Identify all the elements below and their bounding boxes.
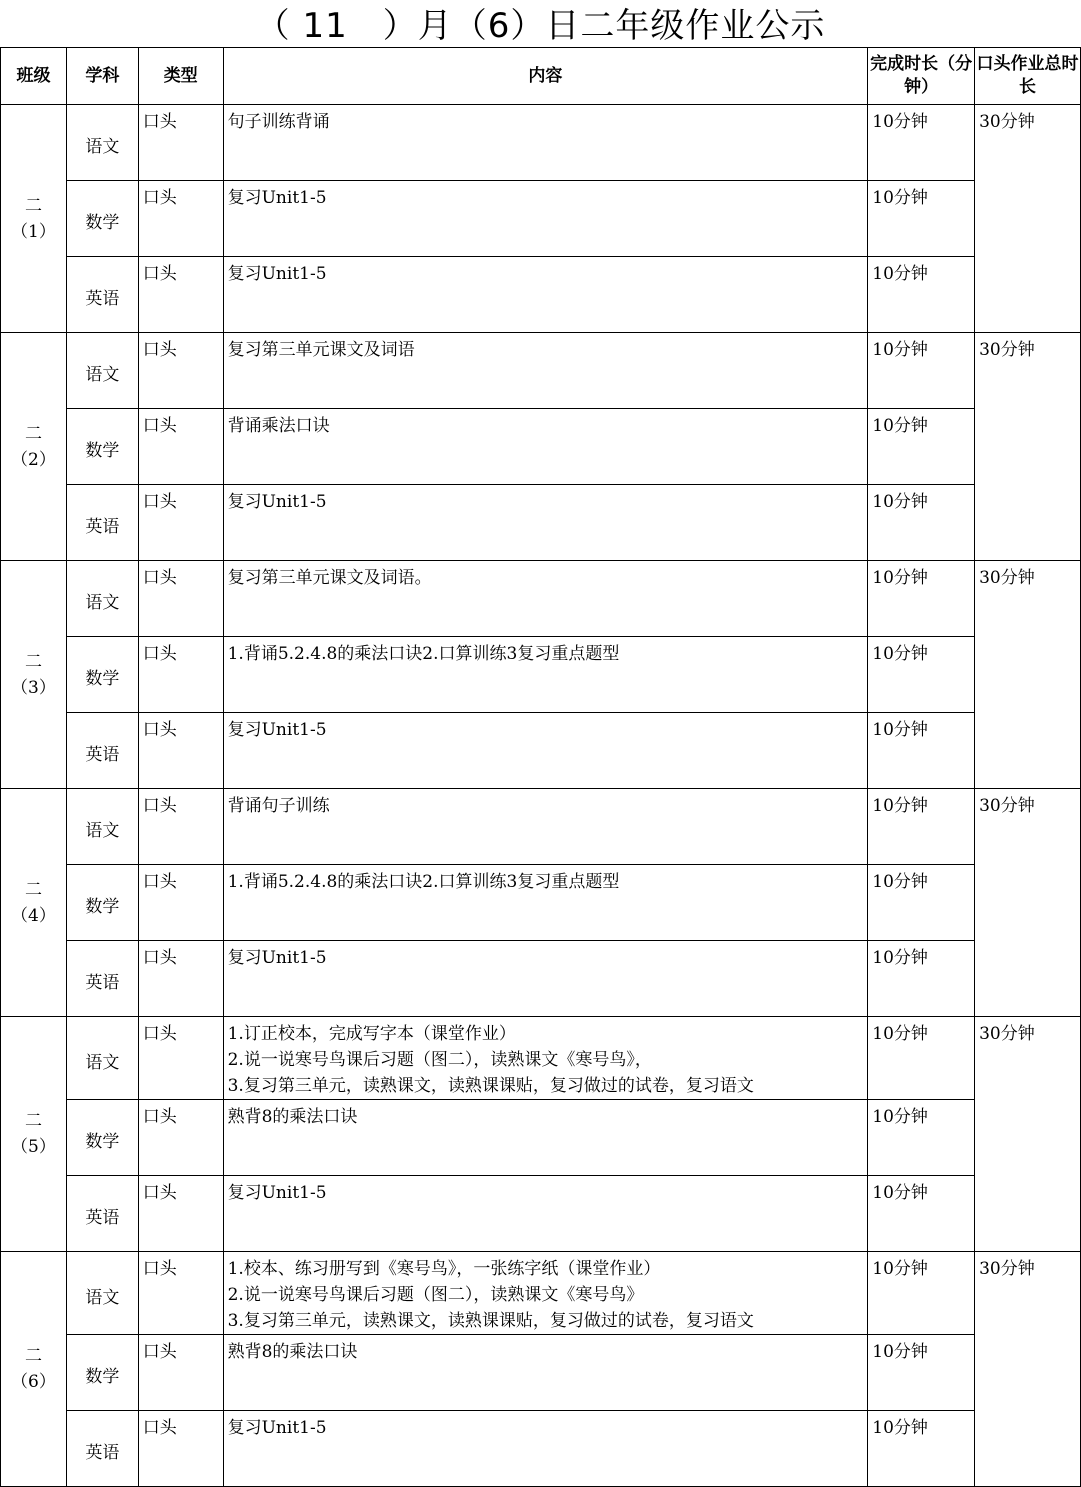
type-cell: 口头 [138,789,223,865]
content-cell [223,1335,868,1411]
duration-cell: 10分钟 [868,1100,975,1176]
total-duration-cell: 30分钟 [975,333,1081,561]
duration-cell: 10分钟 [868,1335,975,1411]
class-number: （2） [11,449,56,470]
subject-cell: 英语 [66,1176,138,1252]
content-cell [223,713,868,789]
class-grade: 二 [24,195,42,216]
table-row [1,485,1081,561]
content-cell [223,1100,868,1176]
homework-table [0,47,1081,1487]
class-cell [1,789,67,1017]
content-line: 复习第三单元课文及词语。 [227,568,432,588]
duration-cell: 10分钟 [868,409,975,485]
duration-cell: 10分钟 [868,1176,975,1252]
content-line: 复习Unit1-5 [227,1183,327,1203]
content-cell [223,561,868,637]
content-line: 复习Unit1-5 [227,188,327,208]
duration-cell: 10分钟 [868,485,975,561]
duration-cell: 10分钟 [868,1252,975,1335]
class-cell [1,1252,67,1487]
subject-cell: 数学 [66,1100,138,1176]
total-duration-cell: 30分钟 [975,105,1081,333]
type-cell: 口头 [138,1411,223,1487]
subject-cell: 英语 [66,485,138,561]
type-cell: 口头 [138,1176,223,1252]
content-line: 复习Unit1-5 [227,264,327,284]
subject-cell: 英语 [66,1411,138,1487]
table-row [1,789,1081,865]
subject-cell: 英语 [66,941,138,1017]
header-row [1,48,1081,105]
content-line: 2.说一说寒号鸟课后习题（图二），读熟课文《寒号鸟》 [227,1285,644,1305]
content-cell [223,941,868,1017]
type-cell: 口头 [138,561,223,637]
total-duration-cell: 30分钟 [975,789,1081,1017]
content-line: 2.说一说寒号鸟课后习题（图二），读熟课文《寒号鸟》， [227,1050,652,1070]
type-cell: 口头 [138,485,223,561]
table-row [1,333,1081,409]
type-cell: 口头 [138,865,223,941]
class-number: （5） [11,1137,56,1157]
subject-cell: 数学 [66,637,138,713]
content-cell [223,257,868,333]
type-cell: 口头 [138,637,223,713]
content-cell [223,485,868,561]
content-line: 复习Unit1-5 [227,948,327,968]
content-line: 1.背诵5.2.4.8的乘法口诀2.口算训练3复习重点题型 [227,644,620,664]
content-line: 3.复习第三单元，读熟课文，读熟课课贴，复习做过的试卷，复习语文 [227,1076,754,1096]
content-cell [223,1411,868,1487]
class-cell [1,1017,67,1252]
type-cell: 口头 [138,181,223,257]
subject-cell: 数学 [66,181,138,257]
content-line: 1.订正校本，完成写字本（课堂作业） [227,1024,516,1044]
table-row [1,181,1081,257]
table-row [1,105,1081,181]
header-subject: 学科 [66,48,138,105]
total-duration-cell: 30分钟 [975,1017,1081,1252]
subject-cell: 语文 [66,1017,138,1100]
content-cell [223,333,868,409]
type-cell: 口头 [138,1252,223,1335]
class-grade: 二 [24,879,42,900]
content-line: 熟背8的乘法口诀 [227,1107,358,1127]
total-duration-cell: 30分钟 [975,561,1081,789]
type-cell: 口头 [138,409,223,485]
table-row [1,1335,1081,1411]
content-cell [223,105,868,181]
subject-cell: 数学 [66,1335,138,1411]
type-cell: 口头 [138,941,223,1017]
class-number: （6） [11,1372,56,1392]
content-cell [223,409,868,485]
header-type: 类型 [138,48,223,105]
duration-cell: 10分钟 [868,333,975,409]
duration-cell: 10分钟 [868,1411,975,1487]
total-duration-cell: 30分钟 [975,1252,1081,1487]
content-line: 熟背8的乘法口诀 [227,1342,358,1362]
table-row [1,1252,1081,1335]
header-total: 口头作业总时长 [975,48,1081,105]
content-line: 1.校本、练习册写到《寒号鸟》，一张练字纸（课堂作业） [227,1259,661,1279]
class-cell [1,333,67,561]
duration-cell: 10分钟 [868,713,975,789]
content-line: 句子训练背诵 [227,112,330,132]
type-cell: 口头 [138,105,223,181]
header-content: 内容 [223,48,868,105]
table-row [1,637,1081,713]
subject-cell: 数学 [66,865,138,941]
duration-cell: 10分钟 [868,561,975,637]
content-line: 3.复习第三单元，读熟课文，读熟课课贴，复习做过的试卷，复习语文 [227,1311,754,1331]
duration-cell: 10分钟 [868,789,975,865]
content-cell [223,1017,868,1100]
class-number: （4） [11,905,56,926]
duration-cell: 10分钟 [868,181,975,257]
content-line: 复习Unit1-5 [227,720,327,740]
type-cell: 口头 [138,333,223,409]
subject-cell: 英语 [66,257,138,333]
content-cell [223,789,868,865]
table-row [1,865,1081,941]
header-duration: 完成时长（分钟） [868,48,975,105]
type-cell: 口头 [138,713,223,789]
content-line: 复习Unit1-5 [227,1418,327,1438]
table-row [1,561,1081,637]
duration-cell: 10分钟 [868,865,975,941]
duration-cell: 10分钟 [868,941,975,1017]
duration-cell: 10分钟 [868,637,975,713]
duration-cell: 10分钟 [868,1017,975,1100]
subject-cell: 数学 [66,409,138,485]
duration-cell: 10分钟 [868,105,975,181]
table-row [1,941,1081,1017]
header-class: 班级 [1,48,67,105]
subject-cell: 英语 [66,713,138,789]
content-cell [223,1176,868,1252]
subject-cell: 语文 [66,105,138,181]
table-row [1,1017,1081,1100]
page-title: （ 11 ）月（6）日二年级作业公示 [255,6,826,46]
content-cell [223,637,868,713]
type-cell: 口头 [138,257,223,333]
subject-cell: 语文 [66,1252,138,1335]
content-line: 复习第三单元课文及词语 [227,340,415,360]
content-cell [223,1252,868,1335]
type-cell: 口头 [138,1017,223,1100]
subject-cell: 语文 [66,333,138,409]
subject-cell: 语文 [66,561,138,637]
class-grade: 二 [24,1346,42,1366]
table-row [1,1176,1081,1252]
class-grade: 二 [24,423,42,444]
table-row [1,713,1081,789]
class-grade: 二 [24,651,42,672]
table-row [1,409,1081,485]
content-line: 背诵句子训练 [227,796,330,816]
class-number: （3） [11,677,56,698]
class-cell [1,105,67,333]
content-line: 复习Unit1-5 [227,492,327,512]
content-cell [223,865,868,941]
table-row [1,257,1081,333]
subject-cell: 语文 [66,789,138,865]
content-line: 1.背诵5.2.4.8的乘法口诀2.口算训练3复习重点题型 [227,872,620,892]
type-cell: 口头 [138,1100,223,1176]
duration-cell: 10分钟 [868,257,975,333]
class-grade: 二 [24,1111,42,1131]
class-cell [1,561,67,789]
content-line: 背诵乘法口诀 [227,416,330,436]
table-row [1,1100,1081,1176]
type-cell: 口头 [138,1335,223,1411]
table-row [1,1411,1081,1487]
content-cell [223,181,868,257]
class-number: （1） [11,221,56,242]
